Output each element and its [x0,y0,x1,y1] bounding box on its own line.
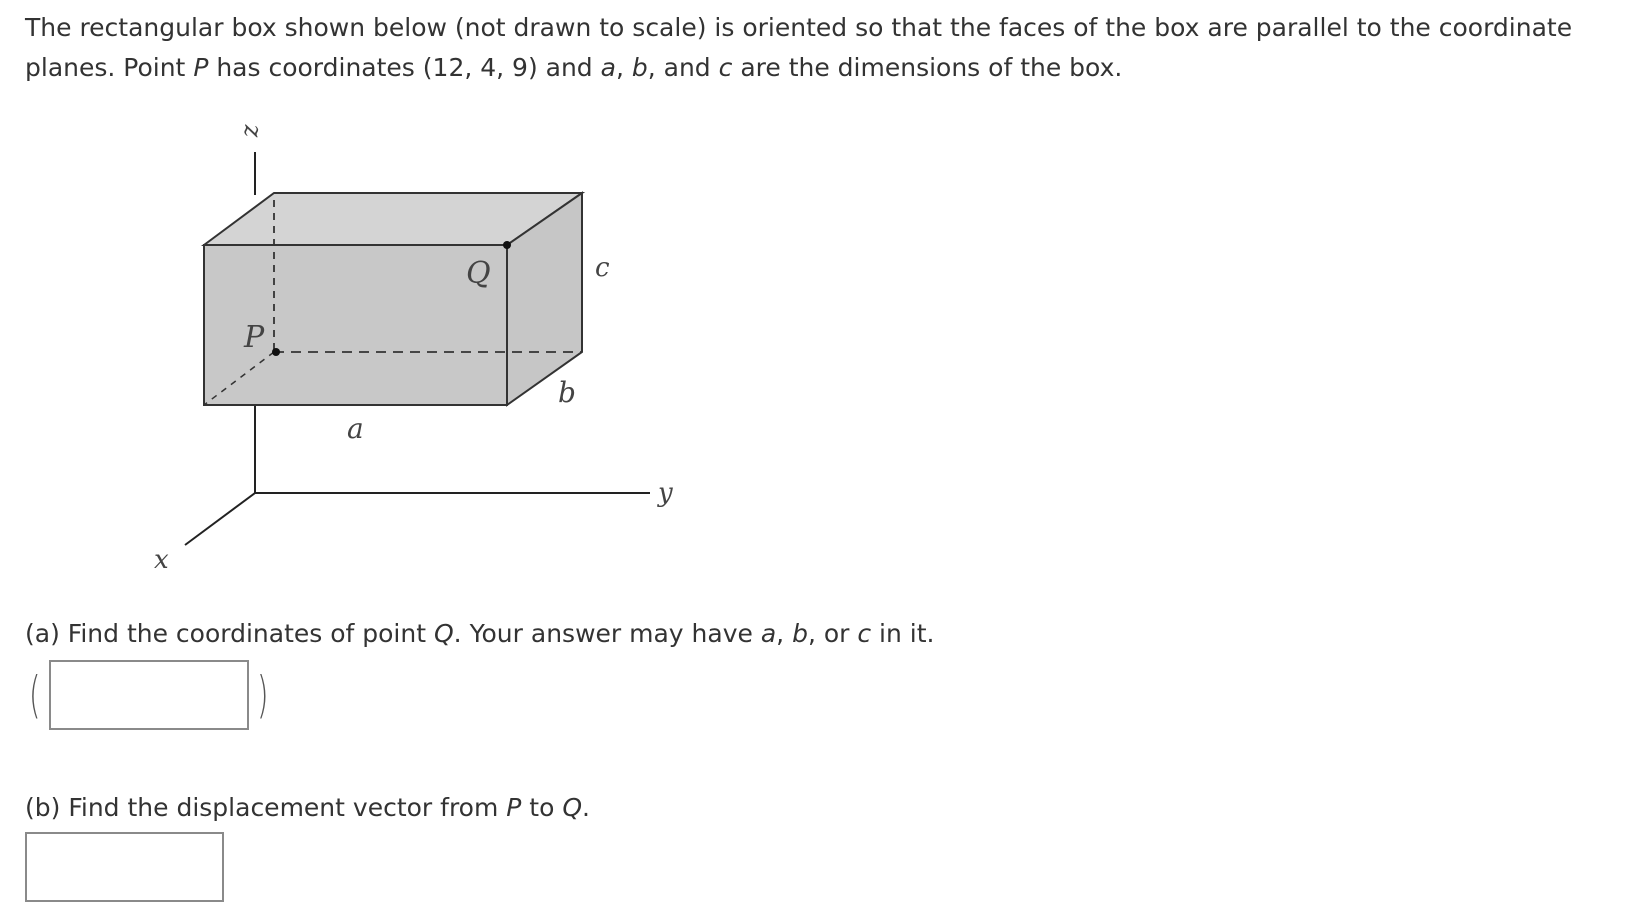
separator: , or [807,619,858,648]
coordinates-q-input[interactable] [49,660,249,730]
var-a: a [600,53,616,82]
var-c: c [857,619,872,648]
axis-y-label: y [658,478,673,508]
close-paren: ) [256,666,269,724]
axis-z-label: z [239,124,267,138]
dim-b-label: b [558,376,576,409]
intro-text-1: The rectangular box shown below (not drawn to scale) is oriented so that the faces of the box are parallel to the coordinate planes. Point [25,13,1573,82]
var-q: Q [433,619,454,648]
var-b: b [792,619,808,648]
box-figure [130,105,690,580]
var-a: a [760,619,777,648]
question-a-middle: . Your answer may have [453,619,761,648]
problem-statement [25,8,1635,88]
var-p: P [506,793,522,822]
point-q-dot [503,241,511,249]
box-diagram [130,105,690,580]
open-paren: ( [28,666,41,724]
question-b-prefix: (b) Find the displacement vector from [25,793,507,822]
answer-a-group [25,658,272,732]
x-axis [185,493,255,545]
question-b [25,790,590,826]
separator: , [776,619,793,648]
separator: , [615,53,632,82]
question-b-suffix: . [582,793,590,822]
displacement-vector-input[interactable] [25,832,224,902]
var-c: c [718,53,733,82]
axis-x-label: x [154,545,169,575]
question-b-middle: to [521,793,563,822]
var-q: Q [562,793,583,822]
question-a-prefix: (a) Find the coordinates of point [25,619,434,648]
question-a [25,616,935,652]
dim-a-label: a [347,412,364,445]
point-p-dot [272,348,280,356]
intro-text-2: has coordinates (12, 4, 9) and [208,53,601,82]
question-a-suffix: in it. [871,619,935,648]
dim-c-label: c [595,253,610,283]
var-b: b [631,53,648,82]
intro-text-3: are the dimensions of the box. [732,53,1123,82]
separator: , and [647,53,719,82]
point-q-label: Q [466,256,491,291]
point-p-label: P [244,320,265,355]
var-p: P [193,53,209,82]
